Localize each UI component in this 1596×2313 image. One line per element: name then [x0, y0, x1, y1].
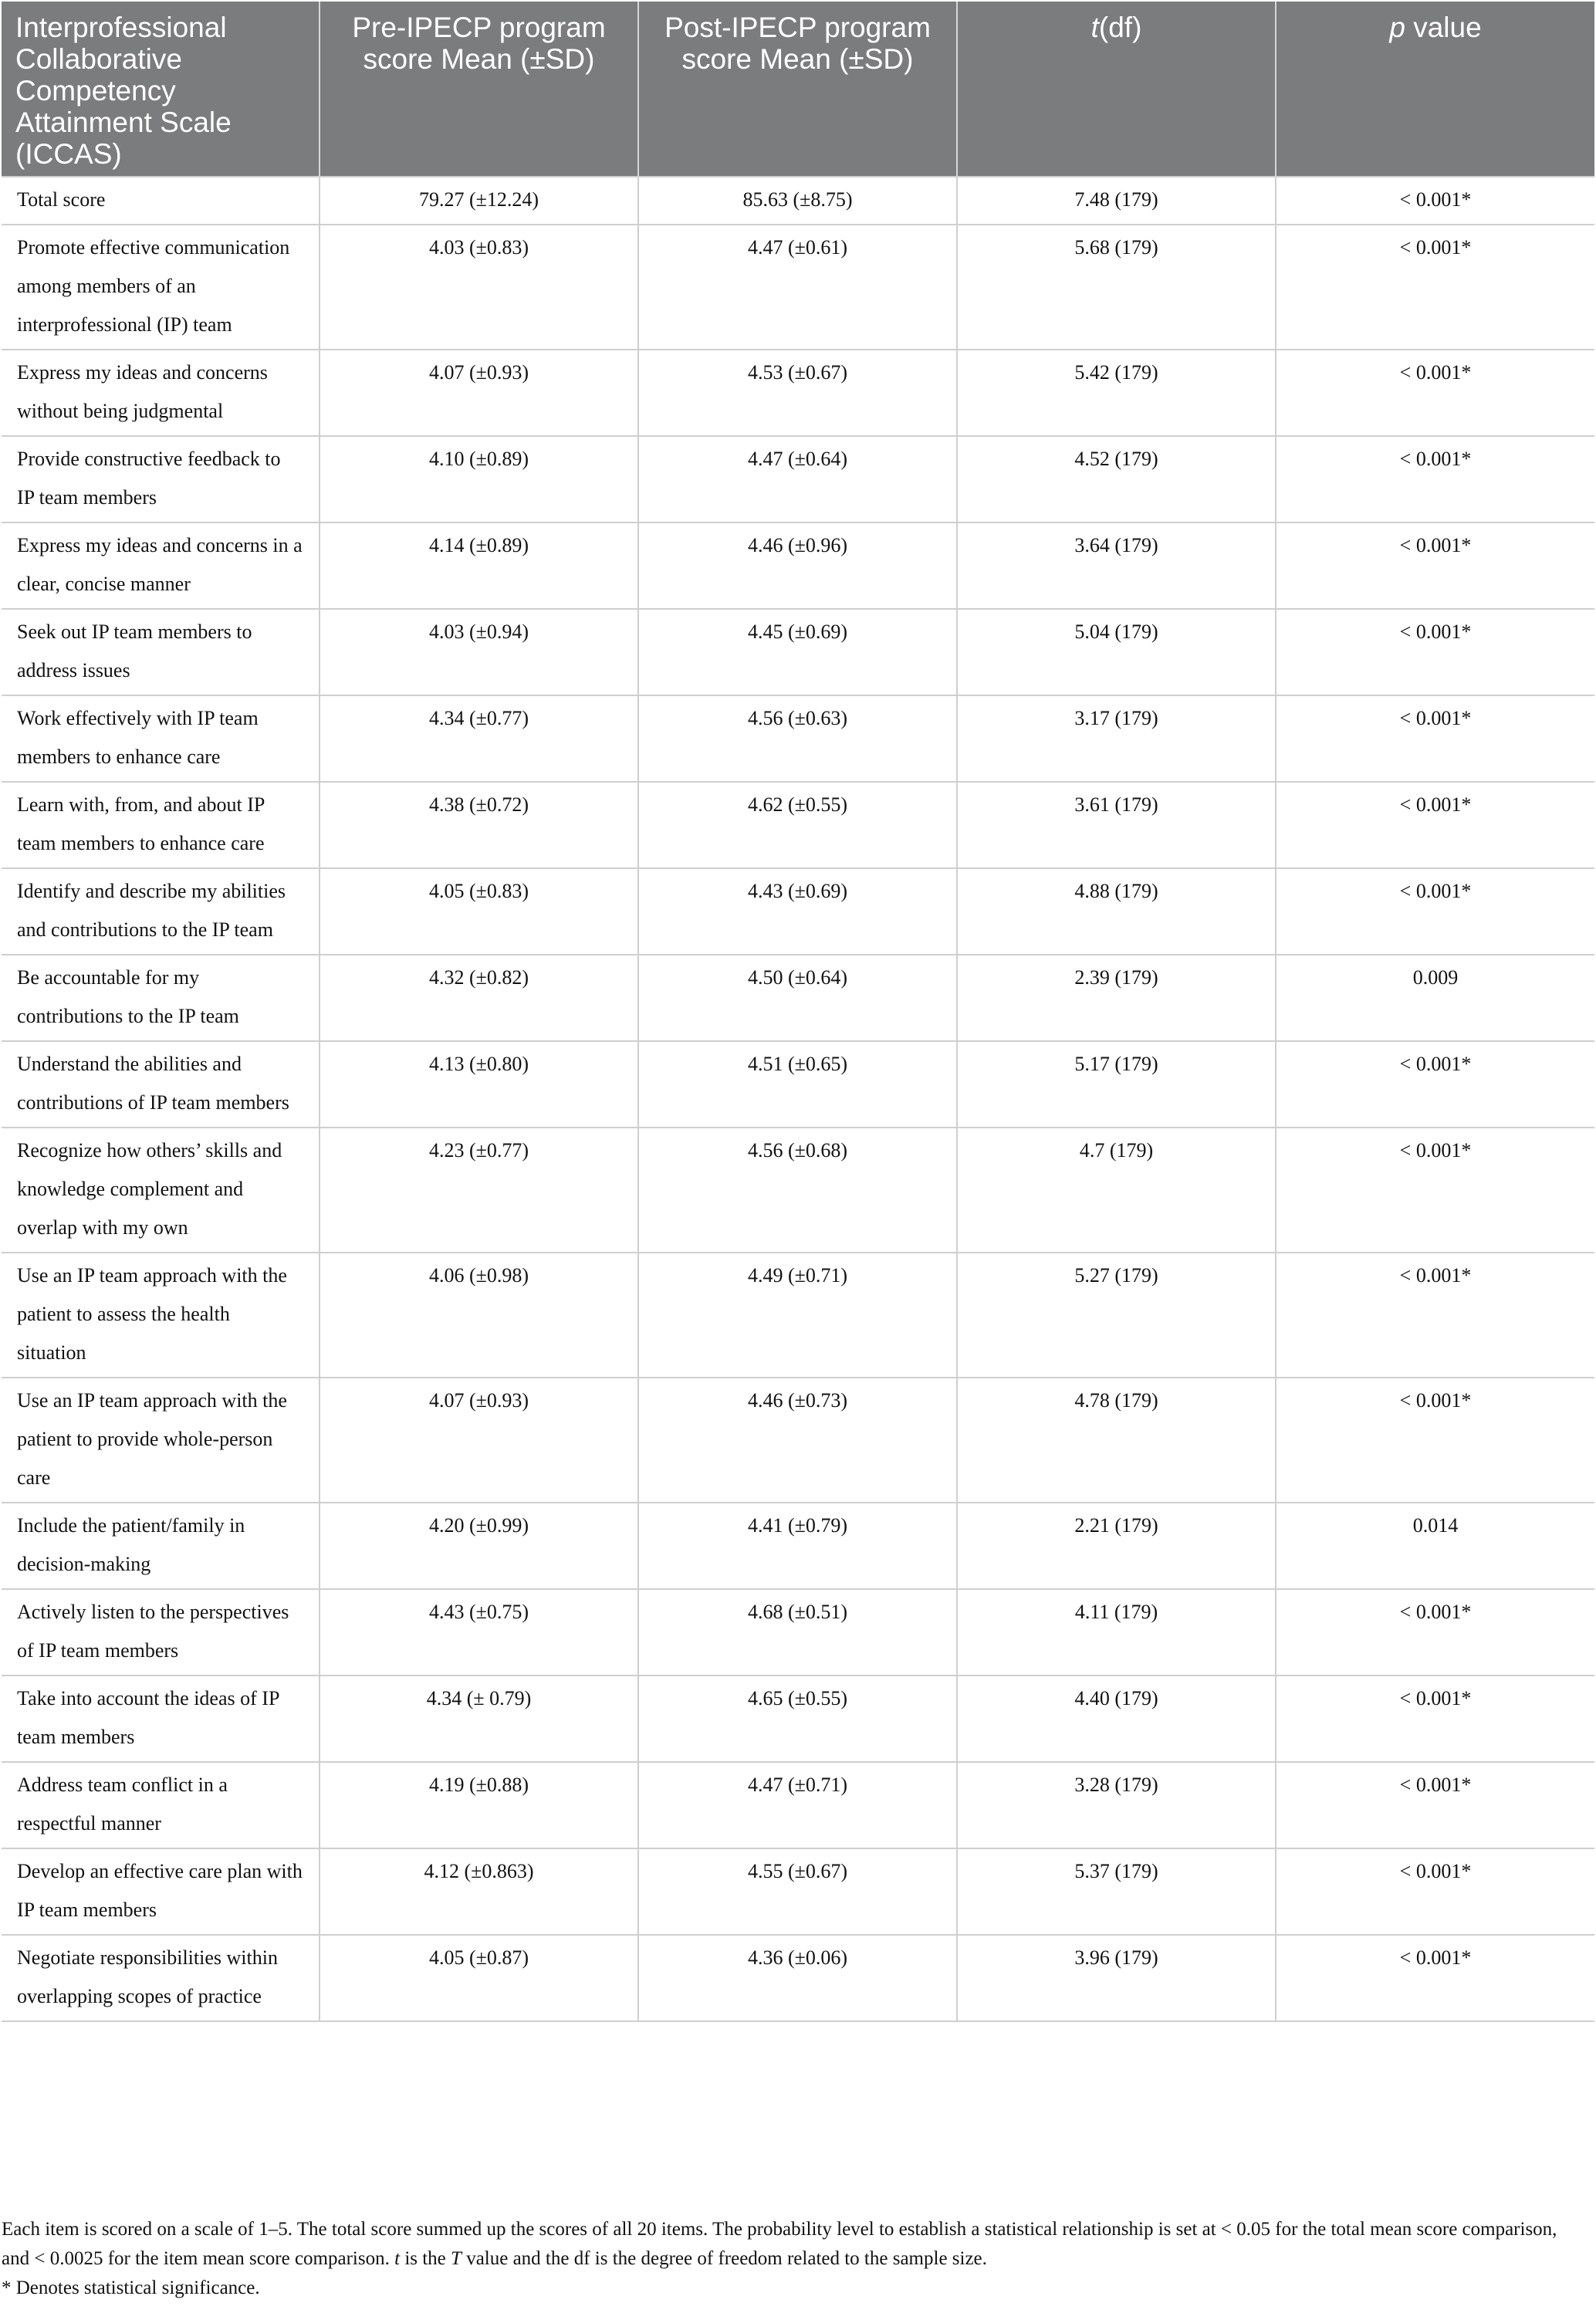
footnote-t-italic: t — [394, 2248, 401, 2269]
pre-score-cell: 4.05 (±0.87) — [320, 1935, 638, 2021]
pre-score-cell: 4.23 (±0.77) — [320, 1128, 638, 1253]
post-score-cell: 4.56 (±0.63) — [638, 695, 957, 782]
table-row — [2, 1762, 1594, 1848]
item-cell: Express my ideas and concerns in a clear, concise manner — [2, 522, 320, 609]
t-df-cell: 3.17 (179) — [957, 695, 1276, 782]
table-row — [2, 177, 1594, 225]
table-row — [2, 1128, 1594, 1253]
post-score-cell: 4.43 (±0.69) — [638, 868, 957, 955]
post-score-cell: 85.63 (±8.75) — [638, 177, 957, 225]
header-t-italic: t — [1090, 12, 1099, 43]
pre-score-cell: 4.14 (±0.89) — [320, 522, 638, 609]
pre-score-cell: 4.43 (±0.75) — [320, 1589, 638, 1676]
post-score-cell: 4.53 (±0.67) — [638, 350, 957, 436]
pre-score-cell: 4.07 (±0.93) — [320, 350, 638, 436]
p-value-cell: 0.009 — [1276, 955, 1594, 1041]
header-p-italic: p — [1389, 12, 1405, 43]
pre-score-cell: 4.03 (±0.83) — [320, 225, 638, 350]
post-score-cell: 4.36 (±0.06) — [638, 1935, 957, 2021]
table-row — [2, 1503, 1594, 1589]
t-df-cell: 5.04 (179) — [957, 609, 1276, 695]
item-cell: Understand the abilities and contributions of IP team members — [2, 1041, 320, 1128]
p-value-cell: < 0.001* — [1276, 609, 1594, 695]
table-row — [2, 225, 1594, 350]
t-df-cell: 4.78 (179) — [957, 1378, 1276, 1503]
pre-score-cell: 4.13 (±0.80) — [320, 1041, 638, 1128]
table-body — [2, 177, 1594, 2021]
pre-score-cell: 4.34 (± 0.79) — [320, 1676, 638, 1762]
t-df-cell: 4.52 (179) — [957, 436, 1276, 522]
t-df-cell: 3.28 (179) — [957, 1762, 1276, 1848]
table-header-row — [2, 2, 1594, 177]
header-pre-score: Pre-IPECP program score Mean (±SD) — [320, 2, 638, 177]
table-row — [2, 1253, 1594, 1378]
table-row — [2, 1935, 1594, 2021]
item-cell: Actively listen to the perspectives of IP team members — [2, 1589, 320, 1676]
post-score-cell: 4.68 (±0.51) — [638, 1589, 957, 1676]
p-value-cell: < 0.001* — [1276, 177, 1594, 225]
t-df-cell: 2.21 (179) — [957, 1503, 1276, 1589]
p-value-cell: < 0.001* — [1276, 1935, 1594, 2021]
t-df-cell: 5.17 (179) — [957, 1041, 1276, 1128]
footnote-text-b: is the — [404, 2248, 446, 2269]
post-score-cell: 4.47 (±0.71) — [638, 1762, 957, 1848]
item-cell: Use an IP team approach with the patient to provide whole-person care — [2, 1378, 320, 1503]
item-cell: Take into account the ideas of IP team members — [2, 1676, 320, 1762]
item-cell: Recognize how others’ skills and knowledge complement and overlap with my own — [2, 1128, 320, 1253]
table-row — [2, 1041, 1594, 1128]
item-cell: Provide constructive feedback to IP team members — [2, 436, 320, 522]
pre-score-cell: 79.27 (±12.24) — [320, 177, 638, 225]
pre-score-cell: 4.06 (±0.98) — [320, 1253, 638, 1378]
t-df-cell: 2.39 (179) — [957, 955, 1276, 1041]
footnote-text-c: value and the df is the degree of freedom related to the sample size. — [466, 2248, 987, 2269]
pre-score-cell: 4.38 (±0.72) — [320, 782, 638, 868]
pre-score-cell: 4.12 (±0.863) — [320, 1848, 638, 1935]
t-df-cell: 5.68 (179) — [957, 225, 1276, 350]
item-cell: Learn with, from, and about IP team members to enhance care — [2, 782, 320, 868]
header-iccas: Interprofessional Collaborative Competency Attainment Scale (ICCAS) — [2, 2, 320, 177]
pre-score-cell: 4.07 (±0.93) — [320, 1378, 638, 1503]
p-value-cell: 0.014 — [1276, 1503, 1594, 1589]
header-p-value — [1276, 2, 1594, 177]
item-cell: Be accountable for my contributions to the IP team — [2, 955, 320, 1041]
post-score-cell: 4.46 (±0.96) — [638, 522, 957, 609]
p-value-cell: < 0.001* — [1276, 1378, 1594, 1503]
pre-score-cell: 4.05 (±0.83) — [320, 868, 638, 955]
t-df-cell: 5.37 (179) — [957, 1848, 1276, 1935]
p-value-cell: < 0.001* — [1276, 522, 1594, 609]
header-df-label: (df) — [1098, 12, 1142, 43]
pre-score-cell: 4.32 (±0.82) — [320, 955, 638, 1041]
item-cell: Promote effective communication among members of an interprofessional (IP) team — [2, 225, 320, 350]
post-score-cell: 4.62 (±0.55) — [638, 782, 957, 868]
footnote-text-a: Each item is scored on a scale of 1–5. The total score summed up the scores of all 20 items. The probability level to establish a statistical relationship is set at < 0.05 for the total mean score comparison, and < 0.0025 for the item mean score comparison. — [2, 2219, 1557, 2269]
item-cell: Total score — [2, 177, 320, 225]
table-row — [2, 1676, 1594, 1762]
post-score-cell: 4.49 (±0.71) — [638, 1253, 957, 1378]
item-cell: Develop an effective care plan with IP team members — [2, 1848, 320, 1935]
header-post-score: Post-IPECP program score Mean (±SD) — [638, 2, 957, 177]
item-cell: Identify and describe my abilities and contributions to the IP team — [2, 868, 320, 955]
p-value-cell: < 0.001* — [1276, 868, 1594, 955]
t-df-cell: 3.64 (179) — [957, 522, 1276, 609]
pre-score-cell: 4.10 (±0.89) — [320, 436, 638, 522]
post-score-cell: 4.46 (±0.73) — [638, 1378, 957, 1503]
item-cell: Use an IP team approach with the patient to assess the health situation — [2, 1253, 320, 1378]
p-value-cell: < 0.001* — [1276, 1848, 1594, 1935]
p-value-cell: < 0.001* — [1276, 1762, 1594, 1848]
table-row — [2, 609, 1594, 695]
table-row — [2, 695, 1594, 782]
post-score-cell: 4.65 (±0.55) — [638, 1676, 957, 1762]
t-df-cell: 3.61 (179) — [957, 782, 1276, 868]
t-df-cell: 7.48 (179) — [957, 177, 1276, 225]
table-footnote — [2, 2215, 1568, 2303]
table-row — [2, 522, 1594, 609]
iccas-results-table — [2, 2, 1594, 2022]
p-value-cell: < 0.001* — [1276, 1128, 1594, 1253]
p-value-cell: < 0.001* — [1276, 225, 1594, 350]
p-value-cell: < 0.001* — [1276, 1041, 1594, 1128]
post-score-cell: 4.51 (±0.65) — [638, 1041, 957, 1128]
p-value-cell: < 0.001* — [1276, 1676, 1594, 1762]
post-score-cell: 4.41 (±0.79) — [638, 1503, 957, 1589]
footnote-line-1 — [2, 2215, 1568, 2274]
t-df-cell: 4.11 (179) — [957, 1589, 1276, 1676]
item-cell: Seek out IP team members to address issues — [2, 609, 320, 695]
table-row — [2, 1848, 1594, 1935]
post-score-cell: 4.47 (±0.64) — [638, 436, 957, 522]
post-score-cell: 4.45 (±0.69) — [638, 609, 957, 695]
item-cell: Express my ideas and concerns without being judgmental — [2, 350, 320, 436]
post-score-cell: 4.56 (±0.68) — [638, 1128, 957, 1253]
table-row — [2, 955, 1594, 1041]
t-df-cell: 5.27 (179) — [957, 1253, 1276, 1378]
p-value-cell: < 0.001* — [1276, 695, 1594, 782]
post-score-cell: 4.55 (±0.67) — [638, 1848, 957, 1935]
item-cell: Include the patient/family in decision-making — [2, 1503, 320, 1589]
pre-score-cell: 4.34 (±0.77) — [320, 695, 638, 782]
footnote-T-italic: T — [451, 2248, 462, 2269]
t-df-cell: 4.7 (179) — [957, 1128, 1276, 1253]
item-cell: Address team conflict in a respectful manner — [2, 1762, 320, 1848]
pre-score-cell: 4.19 (±0.88) — [320, 1762, 638, 1848]
p-value-cell: < 0.001* — [1276, 350, 1594, 436]
t-df-cell: 4.88 (179) — [957, 868, 1276, 955]
header-value-label: value — [1413, 12, 1482, 43]
pre-score-cell: 4.03 (±0.94) — [320, 609, 638, 695]
table-row — [2, 350, 1594, 436]
p-value-cell: < 0.001* — [1276, 1253, 1594, 1378]
t-df-cell: 5.42 (179) — [957, 350, 1276, 436]
table-row — [2, 782, 1594, 868]
pre-score-cell: 4.20 (±0.99) — [320, 1503, 638, 1589]
header-t-df — [957, 2, 1276, 177]
item-cell: Negotiate responsibilities within overlapping scopes of practice — [2, 1935, 320, 2021]
table-row — [2, 1378, 1594, 1503]
table-row — [2, 868, 1594, 955]
table-row — [2, 1589, 1594, 1676]
p-value-cell: < 0.001* — [1276, 436, 1594, 522]
footnote-line-2: * Denotes statistical significance. — [2, 2277, 260, 2298]
item-cell: Work effectively with IP team members to enhance care — [2, 695, 320, 782]
table-row — [2, 436, 1594, 522]
post-score-cell: 4.50 (±0.64) — [638, 955, 957, 1041]
t-df-cell: 3.96 (179) — [957, 1935, 1276, 2021]
t-df-cell: 4.40 (179) — [957, 1676, 1276, 1762]
p-value-cell: < 0.001* — [1276, 1589, 1594, 1676]
post-score-cell: 4.47 (±0.61) — [638, 225, 957, 350]
p-value-cell: < 0.001* — [1276, 782, 1594, 868]
